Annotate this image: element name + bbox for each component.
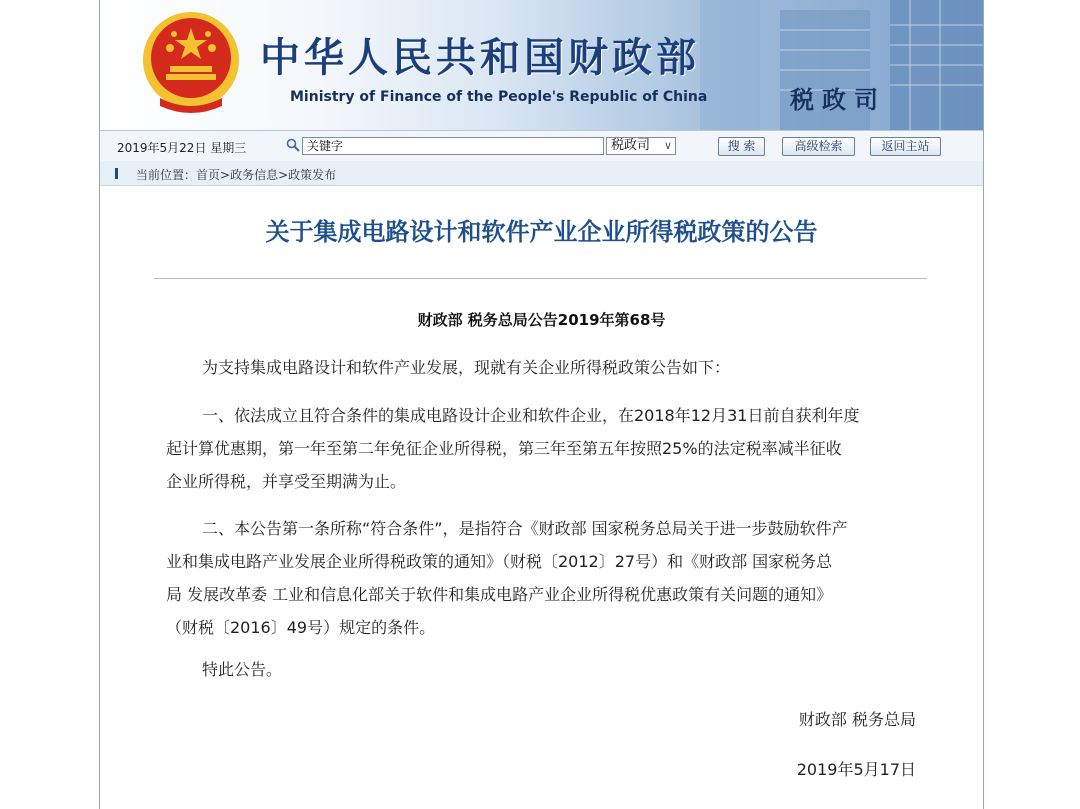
clause-line: （财税〔2016〕49号）规定的条件。 [166,618,436,637]
clause-line: 起计算优惠期，第一年至第二年免征企业所得税，第三年至第五年按照25%的法定税率减半征收 [166,439,842,458]
breadcrumb [100,161,983,186]
search-icon [286,138,300,152]
scope-select-value: 税政司 [611,138,651,153]
page-frame [99,0,984,809]
keyword-search-input[interactable]: 关键字 [302,137,604,155]
document-number: 财政部 税务总局公告2019年第68号 [417,311,666,329]
site-title-cn: 中华人民共和国财政部 [260,35,700,81]
site-banner [100,0,983,130]
search-button[interactable]: 搜 索 [718,137,765,156]
chevron-down-icon: ∨ [663,139,672,152]
department-name: 税政司 [790,86,886,114]
breadcrumb-text [136,166,336,183]
title-divider [154,278,927,279]
closing-paragraph [166,653,916,686]
breadcrumb-path[interactable]: 首页>政务信息>政策发布 [196,168,337,182]
return-home-button[interactable]: 返回主站 [870,137,941,156]
intro-line: 为支持集成电路设计和软件产业发展，现就有关企业所得税政策公告如下： [202,358,731,377]
clause-line: 企业所得税，并享受至期满为止。 [166,472,407,491]
current-date: 2019年5月22日 星期三 [117,141,247,155]
clause-line: 局 发展改革委 工业和信息化部关于软件和集成电路产业企业所得税优惠政策有关问题的通知》 [166,585,833,604]
closing-line: 特此公告。 [202,660,283,679]
sign-date: 2019年5月17日 [796,760,916,779]
breadcrumb-label: 当前位置： [136,168,197,182]
article-clause-1 [166,399,916,498]
signatory: 财政部 税务总局 [798,710,916,729]
site-title-en: Ministry of Finance of the People's Republic of China [290,89,708,105]
clause-line: 二、本公告第一条所称“符合条件”，是指符合《财政部 国家税务总局关于进一步鼓励软件产 [202,519,848,538]
intro-paragraph [166,351,916,384]
scope-select[interactable] [606,137,676,155]
breadcrumb-marker [115,168,118,179]
article-title: 关于集成电路设计和软件产业企业所得税政策的公告 [265,218,818,246]
advanced-search-button[interactable]: 高级检索 [782,137,855,156]
clause-line: 一、依法成立且符合条件的集成电路设计企业和软件企业，在2018年12月31日前自获利年度 [202,406,860,425]
search-toolbar [100,130,983,162]
clause-line: 业和集成电路产业发展企业所得税政策的通知》（财税〔2012〕27号）和《财政部 国家税务总 [166,552,833,571]
national-emblem-icon [140,10,242,114]
article-clause-2 [166,512,916,644]
